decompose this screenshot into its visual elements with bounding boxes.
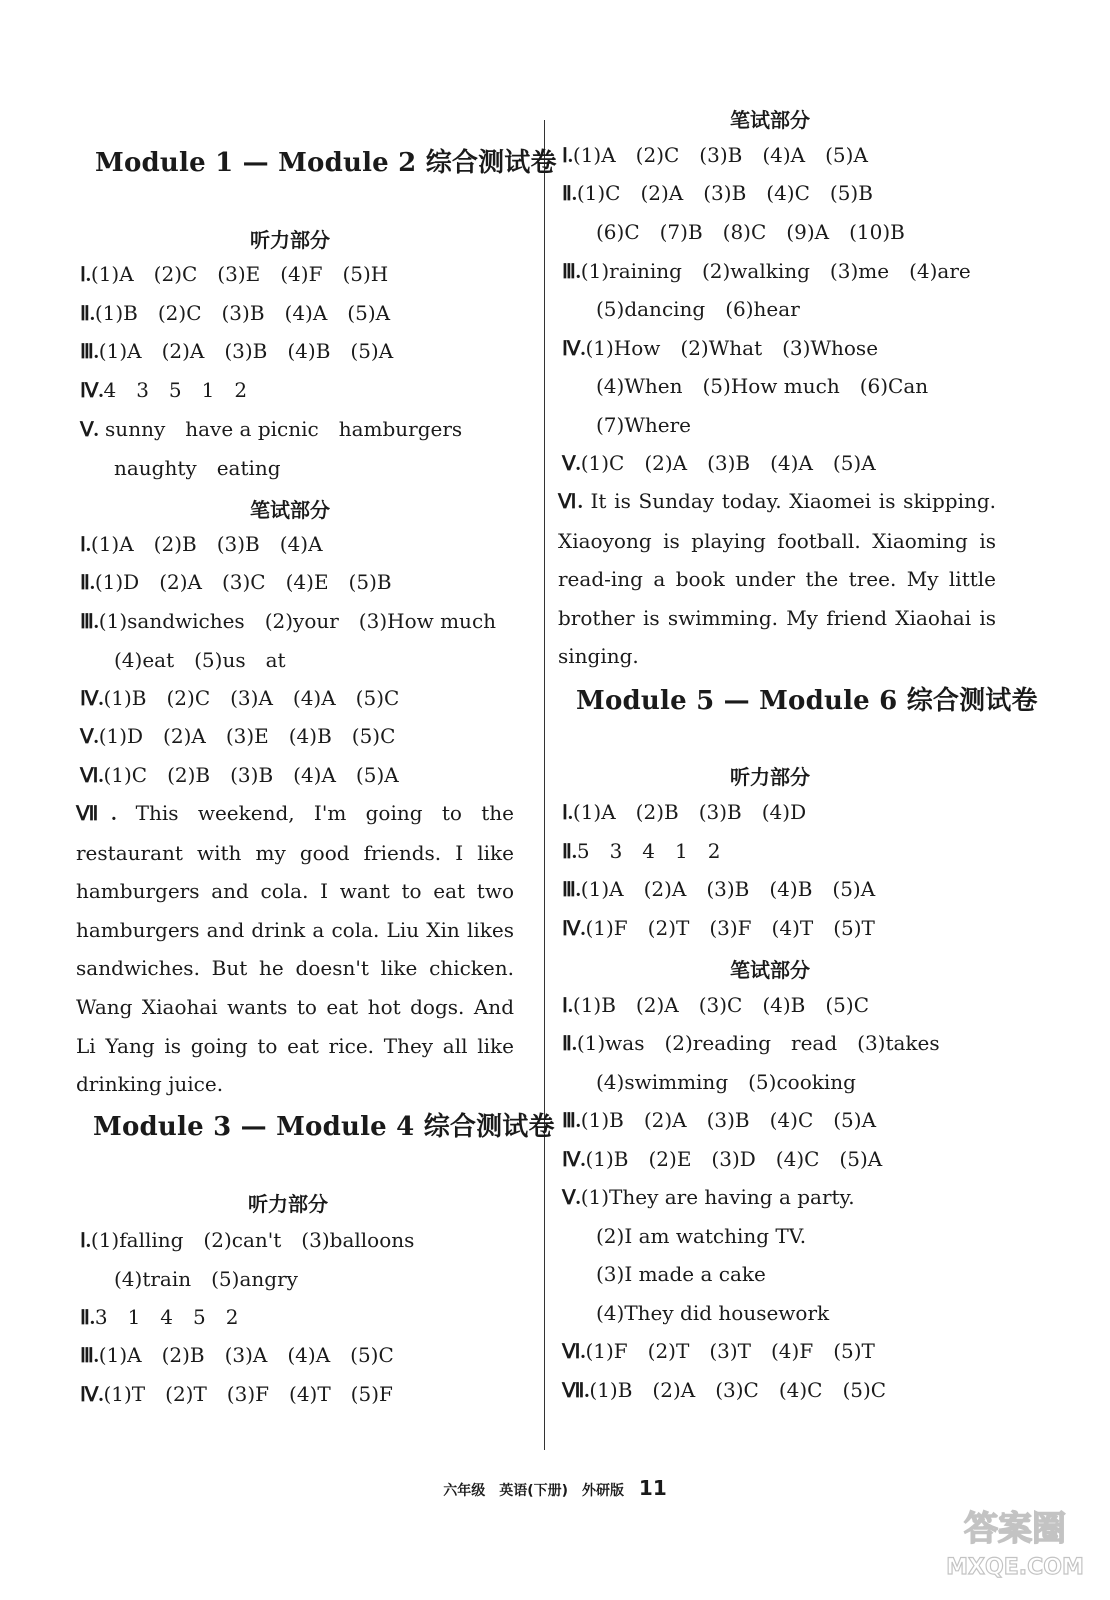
answer-line: Ⅴ.(1)C (2)A (3)B (4)A (5)A	[562, 451, 876, 475]
answer-line: Ⅴ.(1)They are having a party.	[562, 1185, 855, 1209]
answer-line: Ⅰ.(1)A (2)C (3)E (4)F (5)H	[80, 262, 389, 286]
answer-line: Ⅲ.(1)B (2)A (3)B (4)C (5)A	[562, 1108, 877, 1132]
answer-line-continued: (4)When (5)How much (6)Can	[596, 374, 929, 398]
answer-line: Ⅳ.(1)How (2)What (3)Whose	[562, 336, 879, 360]
answer-line: Ⅲ.(1)A (2)B (3)A (4)A (5)C	[80, 1343, 394, 1367]
writing-heading-m56: 笔试部分	[730, 958, 810, 982]
answer-line: Ⅱ.(1)D (2)A (3)C (4)E (5)B	[80, 570, 392, 594]
section-title-m12: Module 1 — Module 2 综合测试卷	[95, 148, 557, 178]
listening-heading-m34: 听力部分	[248, 1192, 328, 1216]
essay-paragraph-m34: Ⅵ. It is Sunday today. Xiaomei is skipping. Xiaoyong is playing football. Xiaoming is read-ing a book under the tree. My little brother is swimming. My friend Xiaohai is singing.	[558, 489, 996, 669]
section-title-m34: Module 3 — Module 4 综合测试卷	[93, 1112, 555, 1142]
answer-line-continued: (4)swimming (5)cooking	[596, 1070, 856, 1094]
footer-label: 六年级 英语(下册) 外研版	[443, 1483, 625, 1499]
answer-line: Ⅵ.(1)C (2)B (3)B (4)A (5)A	[80, 763, 399, 787]
answer-line: Ⅲ.(1)raining (2)walking (3)me (4)are	[562, 259, 971, 283]
watermark-logo	[940, 1492, 1090, 1582]
answer-line: Ⅲ.(1)A (2)A (3)B (4)B (5)A	[562, 877, 876, 901]
answer-line: Ⅱ.5 3 4 1 2	[562, 839, 721, 863]
essay-paragraph-m12: Ⅶ. This weekend, I'm going to the restaurant with my good friends. I like hamburgers and cola. I want to eat two hamburgers and drink a cola. Liu Xin likes sandwiches. But he doesn't like chicken. Wang Xiaohai wants to eat hot dogs. And Li Yang is going to eat rice. They all like drinking juice.	[76, 801, 514, 1097]
answer-line: Ⅱ.(1)was (2)reading read (3)takes	[562, 1031, 940, 1055]
answer-line: Ⅰ.(1)A (2)C (3)B (4)A (5)A	[562, 143, 868, 167]
answer-line: Ⅲ.(1)sandwiches (2)your (3)How much	[80, 609, 497, 633]
answer-line: Ⅵ.(1)F (2)T (3)T (4)F (5)T	[562, 1339, 875, 1363]
answer-line-continued: (4)They did housework	[596, 1301, 830, 1325]
writing-heading-m12: 笔试部分	[250, 498, 330, 522]
answer-line: Ⅳ.4 3 5 1 2	[80, 378, 248, 402]
answer-line: Ⅳ.(1)B (2)E (3)D (4)C (5)A	[562, 1147, 883, 1171]
page-number: 11	[638, 1476, 667, 1500]
answer-line-continued: naughty eating	[114, 456, 281, 480]
answer-line: Ⅰ.(1)A (2)B (3)B (4)D	[562, 800, 807, 824]
answer-line-continued: (6)C (7)B (8)C (9)A (10)B	[596, 220, 905, 244]
section-title-m56: Module 5 — Module 6 综合测试卷	[576, 686, 1038, 716]
svg-text:答案圈: 答案圈	[964, 1509, 1066, 1549]
answer-line-continued: (4)eat (5)us at	[114, 648, 286, 672]
answer-line: Ⅳ.(1)T (2)T (3)F (4)T (5)F	[80, 1382, 393, 1406]
answer-line: Ⅶ.(1)B (2)A (3)C (4)C (5)C	[562, 1378, 887, 1402]
listening-heading-m12: 听力部分	[250, 228, 330, 252]
svg-text:MXQE.COM: MXQE.COM	[946, 1555, 1084, 1580]
answer-line-continued: (7)Where	[596, 413, 691, 437]
answer-line: Ⅱ.3 1 4 5 2	[80, 1305, 239, 1329]
answer-line: Ⅳ.(1)B (2)C (3)A (4)A (5)C	[80, 686, 400, 710]
listening-heading-m56: 听力部分	[730, 765, 810, 789]
answer-line-continued: (5)dancing (6)hear	[596, 297, 800, 321]
column-divider	[544, 120, 545, 1450]
answer-line-continued: (3)I made a cake	[596, 1262, 766, 1286]
answer-line: Ⅰ.(1)B (2)A (3)C (4)B (5)C	[562, 993, 869, 1017]
answer-line: Ⅰ.(1)A (2)B (3)B (4)A	[80, 532, 323, 556]
answer-line: Ⅱ.(1)C (2)A (3)B (4)C (5)B	[562, 181, 873, 205]
answer-line: Ⅳ.(1)F (2)T (3)F (4)T (5)T	[562, 916, 875, 940]
answer-line: Ⅴ. sunny have a picnic hamburgers	[80, 417, 463, 441]
writing-heading-m34: 笔试部分	[730, 108, 810, 132]
answer-line: Ⅱ.(1)B (2)C (3)B (4)A (5)A	[80, 301, 391, 325]
answer-line: Ⅴ.(1)D (2)A (3)E (4)B (5)C	[80, 724, 396, 748]
answer-line-continued: (2)I am watching TV.	[596, 1224, 807, 1248]
answer-line: Ⅲ.(1)A (2)A (3)B (4)B (5)A	[80, 339, 394, 363]
answer-line: Ⅰ.(1)falling (2)can't (3)balloons	[80, 1228, 415, 1252]
answer-line-continued: (4)train (5)angry	[114, 1267, 298, 1291]
